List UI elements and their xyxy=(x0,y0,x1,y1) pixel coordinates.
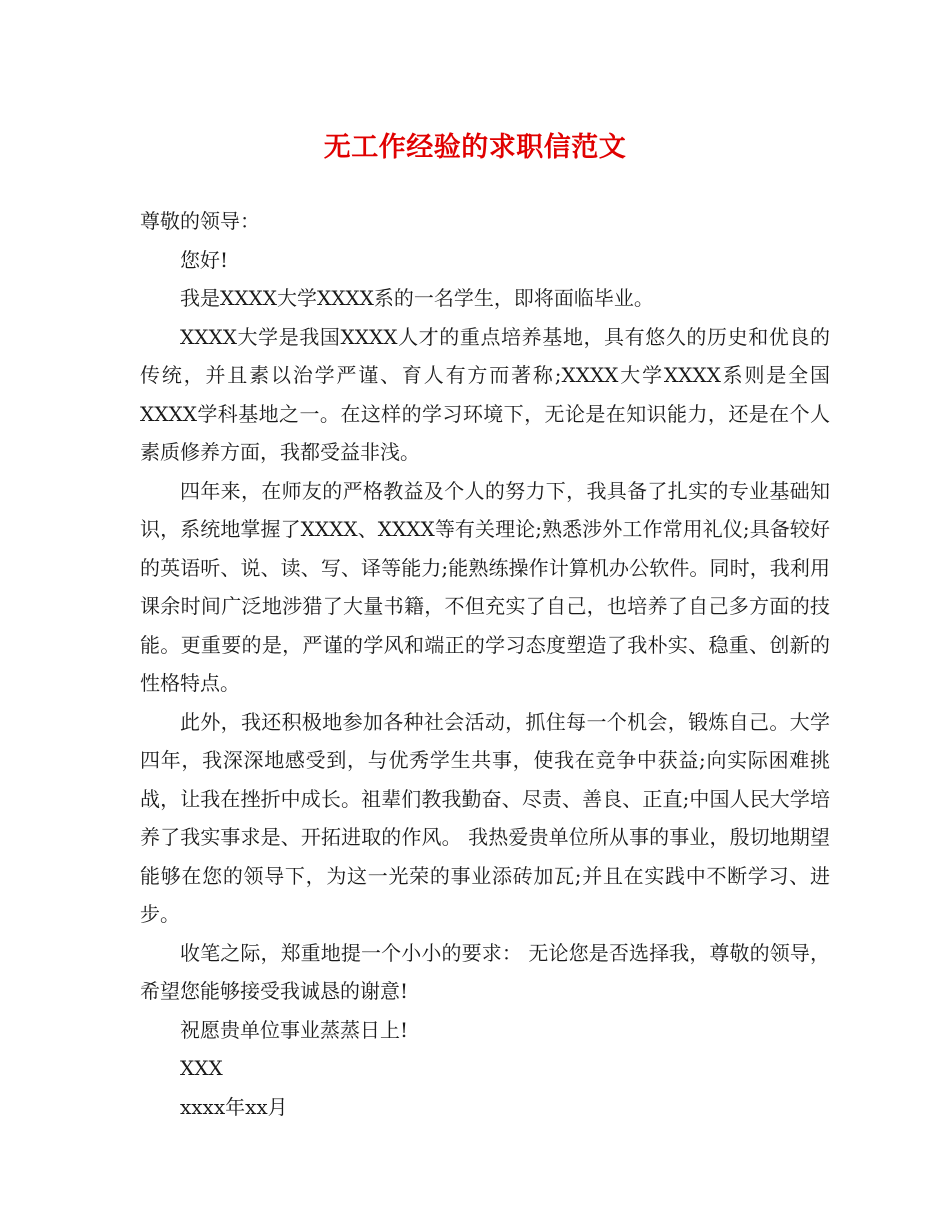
paragraph-skills: 四年来，在师友的严格教益及个人的努力下，我具备了扎实的专业基础知识，系统地掌握了XXXX、XXXX等有关理论;熟悉涉外工作常用礼仪;具备较好的英语听、说、读、写、译等能力;能熟练操作计算机办公软件。同时，我利用课余时间广泛地涉猎了大量书籍，不但充实了自己，也培养了自己多方面的技能。更重要的是，严谨的学风和端正的学习态度塑造了我朴实、稳重、创新的性格特点。 xyxy=(140,478,830,695)
greeting: 您好! xyxy=(180,247,229,272)
salutation: 尊敬的领导： xyxy=(140,209,260,233)
signature: XXX xyxy=(180,1056,223,1080)
paragraph-request: 收笔之际，郑重地提一个小小的要求： 无论您是否选择我，尊敬的领导，希望您能够接受我诚恳的谢意! xyxy=(140,940,830,1003)
date: xxxx年xx月 xyxy=(180,1094,288,1119)
paragraph-university: XXXX大学是我国XXXX人才的重点培养基地，具有悠久的历史和优良的传统，并且素以治学严谨、育人有方而著称;XXXX大学XXXX系则是全国XXXX学科基地之一。在这样的学习环境下，无论是在知识能力，还是在个人素质修养方面，我都受益非浅。 xyxy=(140,324,830,464)
closing: 祝愿贵单位事业蒸蒸日上! xyxy=(180,1017,409,1042)
document-title: 无工作经验的求职信范文 xyxy=(323,132,627,163)
letter-body xyxy=(140,202,830,1126)
paragraph-intro: 我是XXXX大学XXXX系的一名学生，即将面临毕业。 xyxy=(180,286,654,310)
paragraph-activities: 此外，我还积极地参加各种社会活动，抓住每一个机会，锻炼自己。大学四年，我深深地感受到，与优秀学生共事，使我在竞争中获益;向实际困难挑战，让我在挫折中成长。祖辈们教我勤奋、尽责、善良、正直;中国人民大学培养了我实事求是、开拓进取的作风。 我热爱贵单位所从事的事业，殷切地期望能够在您的领导下，为这一光荣的事业添砖加瓦;并且在实践中不断学习、进步。 xyxy=(140,709,830,926)
